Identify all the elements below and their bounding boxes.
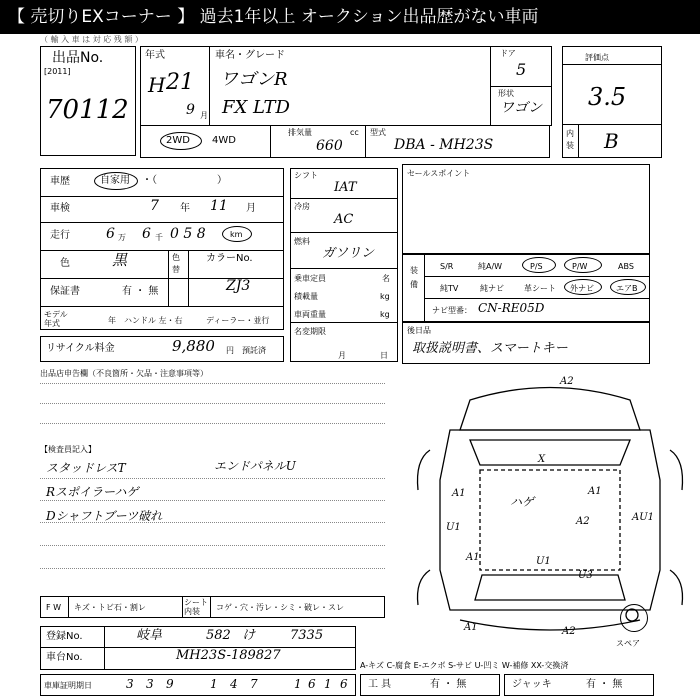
recycle-note: 預託済	[242, 346, 266, 355]
model-year-label: モデル年式	[44, 310, 68, 328]
recycle-unit: 円	[226, 346, 234, 355]
grade-name: FX LTD	[222, 97, 290, 118]
mileage-d2: 6	[142, 226, 151, 242]
tools-label: 工 具	[368, 679, 392, 690]
type-value: DBA - MH23S	[394, 137, 494, 153]
mileage-rest: 0 5 8	[170, 226, 206, 242]
mileage-u2: 千	[155, 233, 163, 242]
doors-value: 5	[516, 60, 527, 79]
history-rest: ・（ ）	[142, 175, 227, 186]
model-year-unit: 年	[108, 316, 116, 325]
name-label: 車名・グレード	[215, 50, 285, 61]
registration-place: 岐阜	[136, 628, 163, 643]
mark-hage: ハゲ	[510, 495, 535, 509]
mark-a1-right: A1	[588, 486, 602, 497]
lot-label: 出品No.	[52, 50, 104, 66]
year-label: 年式	[145, 50, 165, 61]
mileage-unit: km	[230, 230, 243, 239]
equip-tv: 純TV	[440, 284, 459, 293]
year-month: 9	[186, 102, 195, 118]
navi-model-value: CN-RE05D	[478, 301, 545, 315]
inspection-label: 車検	[50, 203, 70, 214]
jack-value: 有 ・ 無	[586, 679, 623, 690]
seat-items: コゲ・穴・汚レ・シミ・破レ・スレ	[216, 603, 344, 612]
warranty-value: 有 ・ 無	[122, 286, 159, 297]
mark-a1-rear: A1	[464, 622, 478, 633]
weight-label: 車両重量	[294, 310, 326, 319]
seat-label: シート内装	[184, 598, 208, 616]
inspection-year: 7	[150, 198, 159, 214]
year-month-unit: 月	[200, 111, 208, 120]
color-code-label: カラーNo.	[206, 253, 253, 264]
mark-a2-rear: A2	[562, 626, 576, 637]
inspection-month-unit: 月	[246, 203, 256, 214]
load-unit: kg	[380, 292, 390, 301]
inspector-note-2: Rスポイラーハゲ	[46, 485, 139, 499]
type-label: 型式	[370, 128, 386, 137]
equip-abs: ABS	[618, 262, 634, 271]
color-change: 色替	[172, 253, 180, 274]
equip-ps: P/S	[530, 262, 543, 271]
sales-point-label: セールスポイント	[407, 169, 471, 178]
interior-value: B	[604, 129, 619, 153]
header-title: 【 売切りEXコーナー 】 過去1年以上 オークション出品歴がない車両	[8, 7, 539, 27]
lot-tag: [2011]	[44, 67, 71, 76]
jack-label: ジャッキ	[512, 679, 552, 690]
equip-airbag: エアB	[616, 284, 638, 293]
equip-sr: S/R	[440, 262, 454, 271]
fw-label: F W	[46, 603, 62, 612]
fuel-label: 燃料	[294, 237, 310, 246]
certificate-label: 車庫証明期日	[44, 681, 92, 690]
equip-ext-navi: 外ナビ	[570, 284, 594, 293]
cert-digit-4: 1	[210, 677, 218, 691]
mileage-label: 走行	[50, 230, 70, 241]
body-label: 形状	[498, 89, 514, 98]
score-value: 3.5	[588, 83, 627, 111]
drive-4wd: 4WD	[212, 135, 236, 146]
seller-notes-label: 出品店申告欄（不良箇所・欠品・注意事項等）	[40, 369, 208, 378]
accessories-label: 後日品	[407, 326, 431, 335]
lot-number: 70112	[46, 95, 129, 125]
equip-navi: 純ナビ	[480, 284, 504, 293]
warranty-label: 保証書	[50, 286, 80, 297]
cert-digit-9: 1	[324, 677, 332, 691]
mark-a2-right: A2	[576, 516, 590, 527]
cert-digit-5: 4	[230, 677, 238, 691]
color-code: ZJ3	[226, 278, 251, 294]
passengers-unit: 名	[382, 274, 390, 283]
history-value: 自家用	[100, 175, 130, 186]
equip-pw: P/W	[572, 262, 588, 271]
color-label: 色	[60, 258, 70, 269]
year-era: H	[148, 73, 166, 97]
model-name: ワゴンR	[220, 69, 288, 90]
registration-num: 582	[206, 628, 231, 643]
top-note: （ 輸 入 車 は 対 応 残 額 ）	[40, 35, 143, 44]
mark-au1: AU1	[632, 512, 655, 523]
reg-expiry-label: 名変期限	[294, 327, 326, 336]
mark-u3: U3	[578, 570, 593, 581]
recycle-value: 9,880	[172, 337, 215, 355]
handle-option: ハンドル 左・右	[124, 316, 183, 325]
chassis-label: 車台No.	[46, 652, 83, 663]
registration-serial: 7335	[290, 628, 324, 643]
cert-digit-8: 6	[308, 677, 316, 691]
cert-digit-2: 3	[146, 677, 154, 691]
inspection-year-unit: 年	[180, 203, 190, 214]
inspector-note-1: スタッドレスT	[46, 461, 126, 475]
equip-leather: 革シート	[524, 284, 556, 293]
chassis-value: MH23S-189827	[176, 648, 281, 663]
inspector-note-4: エンドパネルU	[214, 459, 296, 473]
color-value: 黒	[112, 251, 128, 269]
cert-digit-10: 6	[340, 677, 348, 691]
score-label: 評価点	[585, 53, 609, 62]
inspector-label: 【検査員記入】	[40, 445, 96, 454]
body-value: ワゴン	[500, 100, 542, 116]
mark-x: X	[538, 454, 546, 465]
dealer-option: ディーラー・並行	[206, 316, 270, 325]
weight-unit: kg	[380, 310, 390, 319]
mark-u1-bottom: U1	[536, 556, 551, 567]
car-damage-diagram	[400, 370, 700, 660]
inspector-note-3: Dシャフトブーツ破れ	[46, 509, 163, 523]
registration-label: 登録No.	[46, 631, 83, 642]
drive-2wd: 2WD	[166, 135, 190, 146]
equipment-label: 装備	[410, 266, 418, 289]
passengers-label: 乗車定員	[294, 274, 326, 283]
mark-a2-top: A2	[560, 376, 574, 387]
year-value: 21	[166, 70, 194, 95]
cert-digit-7: 1	[294, 677, 302, 691]
reg-expiry-day: 日	[380, 351, 388, 360]
navi-model-label: ナビ型番：	[432, 306, 472, 315]
history-label: 車歴	[50, 176, 70, 187]
fuel-value: ガソリン	[322, 246, 375, 261]
accessories-value: 取扱説明書、スマートキー	[412, 341, 568, 356]
registration-kana: け	[242, 628, 256, 643]
mark-a1-left: A1	[452, 488, 466, 499]
shift-value: IAT	[334, 180, 357, 195]
load-label: 積載量	[294, 292, 318, 301]
fw-items: キズ・トビ石・割レ	[74, 603, 146, 612]
displacement-value: 660	[316, 138, 343, 154]
mileage-u1: 万	[118, 233, 126, 242]
aircon-label: 冷房	[294, 202, 310, 211]
doors-label: ドア	[500, 49, 516, 58]
tools-value: 有 ・ 無	[430, 679, 467, 690]
equip-alloy: 純A/W	[478, 262, 503, 271]
cert-digit-6: 7	[250, 677, 258, 691]
cert-digit-3: 9	[166, 677, 174, 691]
header-bar	[0, 0, 700, 34]
mark-a1-bottom-left: A1	[466, 552, 480, 563]
cert-digit-1: 3	[126, 677, 134, 691]
inspection-month: 11	[210, 198, 228, 214]
displacement-label: 排気量	[288, 128, 312, 137]
recycle-label: リサイクル料金	[46, 343, 115, 354]
damage-legend: A-キズ C-腐食 E-エクボ S-サビ U-凹ミ W-補修 XX-交換済	[360, 661, 569, 670]
reg-expiry-month: 月	[338, 351, 346, 360]
displacement-unit: cc	[350, 128, 359, 137]
mark-u1-left: U1	[446, 522, 461, 533]
spare-tire-icon	[620, 604, 648, 632]
mileage-d1: 6	[106, 226, 115, 242]
spare-label: スペア	[616, 639, 640, 648]
interior-label: 内装	[566, 129, 574, 150]
aircon-value: AC	[334, 212, 354, 227]
shift-label: シフト	[294, 171, 318, 180]
